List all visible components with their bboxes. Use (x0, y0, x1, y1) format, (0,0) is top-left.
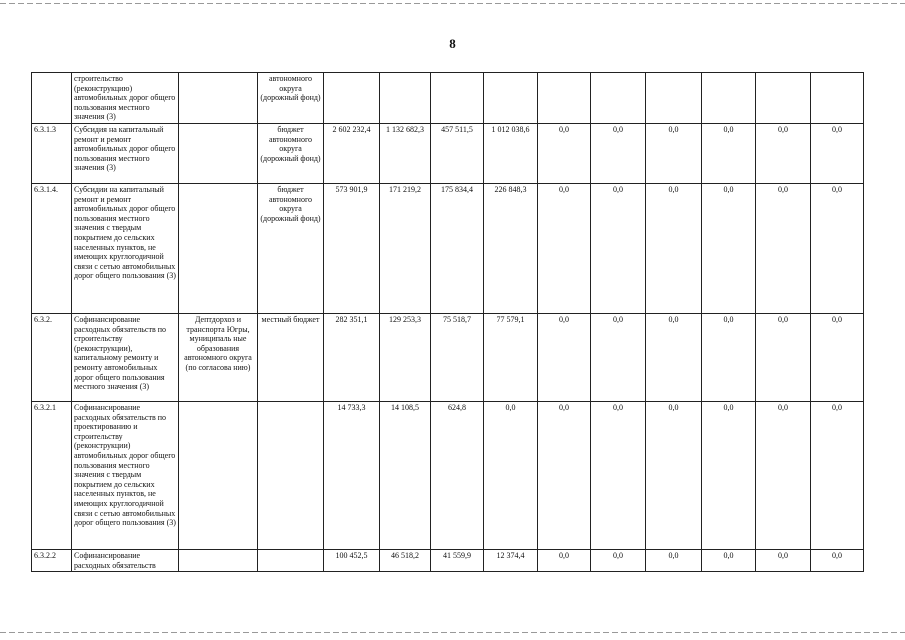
value-year-7: 0,0 (702, 313, 756, 401)
table-row (32, 549, 864, 571)
value-year-1: 14 108,5 (380, 401, 431, 549)
value-year-4: 0,0 (538, 549, 591, 571)
table-row (32, 401, 864, 549)
row-executor (179, 549, 258, 571)
value-year-5: 0,0 (591, 313, 646, 401)
row-code: 6.3.2. (32, 313, 72, 401)
value-year-3: 12 374,4 (484, 549, 538, 571)
value-year-9: 0,0 (811, 183, 864, 313)
row-code: 6.3.1.4. (32, 183, 72, 313)
value-year-9: 0,0 (811, 401, 864, 549)
row-executor (179, 123, 258, 183)
value-total: 282 351,1 (324, 313, 380, 401)
row-name: Субсидия на капитальный ремонт и ремонт автомобильных дорог общего пользования местного значения (3) (72, 123, 179, 183)
row-executor (179, 183, 258, 313)
row-executor (179, 401, 258, 549)
row-source: бюджет автономного округа (дорожный фонд) (258, 183, 324, 313)
table-row (32, 313, 864, 401)
row-executor (179, 73, 258, 124)
value-total: 2 602 232,4 (324, 123, 380, 183)
value-year-3: 1 012 038,6 (484, 123, 538, 183)
value-year-4: 0,0 (538, 401, 591, 549)
value-year-8: 0,0 (756, 123, 811, 183)
value-year-7: 0,0 (702, 549, 756, 571)
value-year-2 (431, 73, 484, 124)
row-code: 6.3.1.3 (32, 123, 72, 183)
value-year-2: 75 518,7 (431, 313, 484, 401)
value-year-5: 0,0 (591, 549, 646, 571)
value-year-2: 457 511,5 (431, 123, 484, 183)
row-source: бюджет автономного округа (дорожный фонд) (258, 123, 324, 183)
table-row (32, 183, 864, 313)
value-year-8: 0,0 (756, 313, 811, 401)
row-name: Субсидии на капитальный ремонт и ремонт автомобильных дорог общего пользования местного значения с твердым покрытием до сельских населенных пунктов, не имеющих круглогодичной связи с сетью автомобильных дорог общего пользования (3) (72, 183, 179, 313)
value-year-1: 46 518,2 (380, 549, 431, 571)
row-source: местный бюджет (258, 313, 324, 401)
value-year-4 (538, 73, 591, 124)
value-year-8 (756, 73, 811, 124)
table-row (32, 123, 864, 183)
value-year-4: 0,0 (538, 183, 591, 313)
value-year-9: 0,0 (811, 313, 864, 401)
value-year-8: 0,0 (756, 183, 811, 313)
value-year-6 (646, 73, 702, 124)
value-year-5: 0,0 (591, 123, 646, 183)
value-total: 100 452,5 (324, 549, 380, 571)
value-year-1: 1 132 682,3 (380, 123, 431, 183)
row-name: Софинансирование расходных обязательств (72, 549, 179, 571)
value-year-9: 0,0 (811, 123, 864, 183)
value-year-6: 0,0 (646, 183, 702, 313)
value-year-4: 0,0 (538, 123, 591, 183)
value-total (324, 73, 380, 124)
top-scan-edge (0, 3, 905, 4)
value-year-3: 77 579,1 (484, 313, 538, 401)
value-year-6: 0,0 (646, 549, 702, 571)
value-year-1 (380, 73, 431, 124)
value-year-7: 0,0 (702, 183, 756, 313)
value-total: 573 901,9 (324, 183, 380, 313)
row-executor: Дептдорхоз и транспорта Югры, муниципаль ные образования автономного округа (по согласова нию) (179, 313, 258, 401)
value-year-7: 0,0 (702, 401, 756, 549)
program-table (31, 72, 864, 572)
row-code: 6.3.2.2 (32, 549, 72, 571)
value-year-6: 0,0 (646, 123, 702, 183)
value-year-2: 41 559,9 (431, 549, 484, 571)
table-row (32, 73, 864, 124)
value-year-6: 0,0 (646, 313, 702, 401)
value-year-3: 0,0 (484, 401, 538, 549)
value-year-7 (702, 73, 756, 124)
row-name: строительство (реконструкцию) автомобильных дорог общего пользования местного значения (3) (72, 73, 179, 124)
value-year-5 (591, 73, 646, 124)
value-year-3: 226 848,3 (484, 183, 538, 313)
row-name: Софинансирование расходных обязательств по проектированию и строительству (реконструкции) автомобильных дорог общего пользования местного значения с твердым покрытием до сельских населенных пунктов, не имеющих круглогодичной связи с сетью автомобильных дорог общего пользования (3) (72, 401, 179, 549)
value-year-1: 129 253,3 (380, 313, 431, 401)
value-year-2: 624,8 (431, 401, 484, 549)
bottom-scan-edge (0, 632, 905, 633)
value-year-8: 0,0 (756, 549, 811, 571)
row-source (258, 549, 324, 571)
value-year-4: 0,0 (538, 313, 591, 401)
value-year-1: 171 219,2 (380, 183, 431, 313)
row-code (32, 73, 72, 124)
row-code: 6.3.2.1 (32, 401, 72, 549)
row-source: автономного округа (дорожный фонд) (258, 73, 324, 124)
page-number: 8 (449, 36, 456, 51)
value-year-9 (811, 73, 864, 124)
value-year-5: 0,0 (591, 183, 646, 313)
row-name: Софинансирование расходных обязательств по строительству (реконструкции), капитальному ремонту и ремонту автомобильных дорог общего пользования местного значения (3) (72, 313, 179, 401)
value-total: 14 733,3 (324, 401, 380, 549)
value-year-7: 0,0 (702, 123, 756, 183)
value-year-5: 0,0 (591, 401, 646, 549)
value-year-2: 175 834,4 (431, 183, 484, 313)
row-source (258, 401, 324, 549)
value-year-6: 0,0 (646, 401, 702, 549)
value-year-3 (484, 73, 538, 124)
value-year-9: 0,0 (811, 549, 864, 571)
value-year-8: 0,0 (756, 401, 811, 549)
